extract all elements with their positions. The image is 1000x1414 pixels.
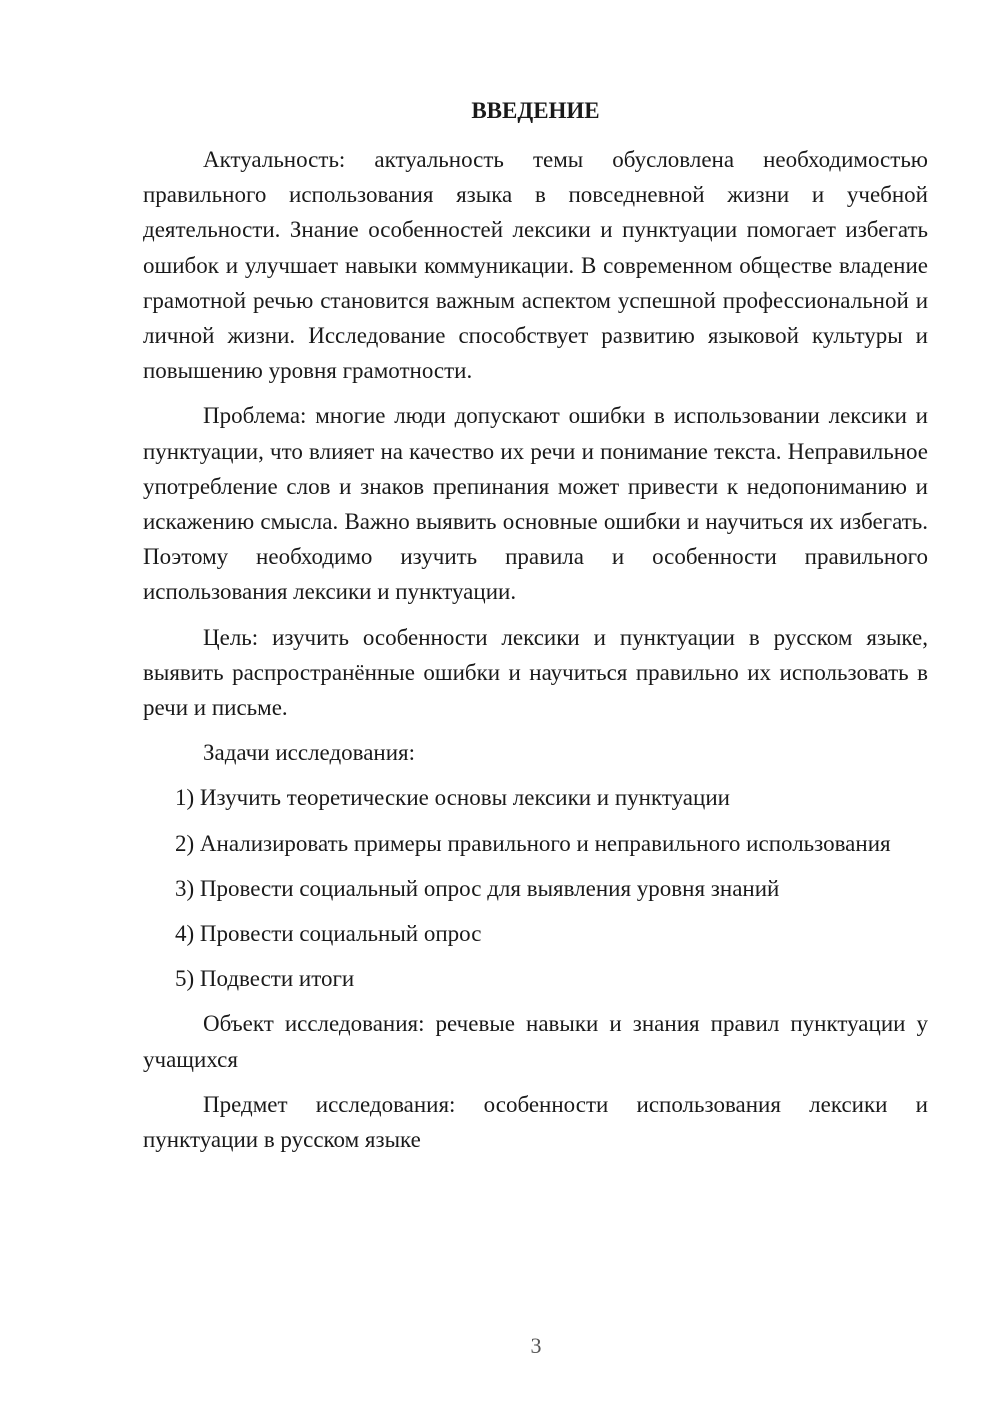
- problem-paragraph: Проблема: многие люди допускают ошибки в использовании лексики и пунктуации, что влияет на качество их речи и понимание текста. Неправильное употребление слов и знаков препинания может привести к недопониманию и искажению смысла. Важно выявить основные ошибки и научиться их избегать. Поэтому необходимо изучить правила и особенности правильного использования лексики и пунктуации.: [143, 403, 928, 605]
- task-item: 1) Изучить теоретические основы лексики и пунктуации: [175, 785, 730, 811]
- task-item: 2) Анализировать примеры правильного и неправильного использования: [175, 830, 891, 856]
- document-body: [143, 142, 928, 1167]
- tasks-heading: Задачи исследования:: [203, 740, 416, 766]
- relevance-paragraph: Актуальность: актуальность темы обусловлена необходимостью правильного использования языка в повседневной жизни и учебной деятельности. Знание особенностей лексики и пунктуации помогает избегать ошибок и улучшает навыки коммуникации. В современном обществе владение грамотной речью становится важным аспектом успешной профессиональной и личной жизни. Исследование способствует развитию языковой культуры и повышению уровня грамотности.: [143, 147, 928, 384]
- task-item: 5) Подвести итоги: [175, 966, 355, 992]
- page-number: 3: [530, 1333, 542, 1358]
- subject-paragraph: Предмет исследования: особенности использования лексики и пунктуации в русском языке: [143, 1091, 928, 1153]
- task-item: 4) Провести социальный опрос: [175, 921, 482, 947]
- page-title: ВВЕДЕНИЕ: [471, 98, 600, 123]
- goal-paragraph: Цель: изучить особенности лексики и пунктуации в русском языке, выявить распространённые ошибки и научиться правильно их использовать в речи и письме.: [143, 624, 928, 721]
- task-item: 3) Провести социальный опрос для выявления уровня знаний: [175, 875, 780, 901]
- object-paragraph: Объект исследования: речевые навыки и знания правил пунктуации у учащихся: [143, 1011, 928, 1072]
